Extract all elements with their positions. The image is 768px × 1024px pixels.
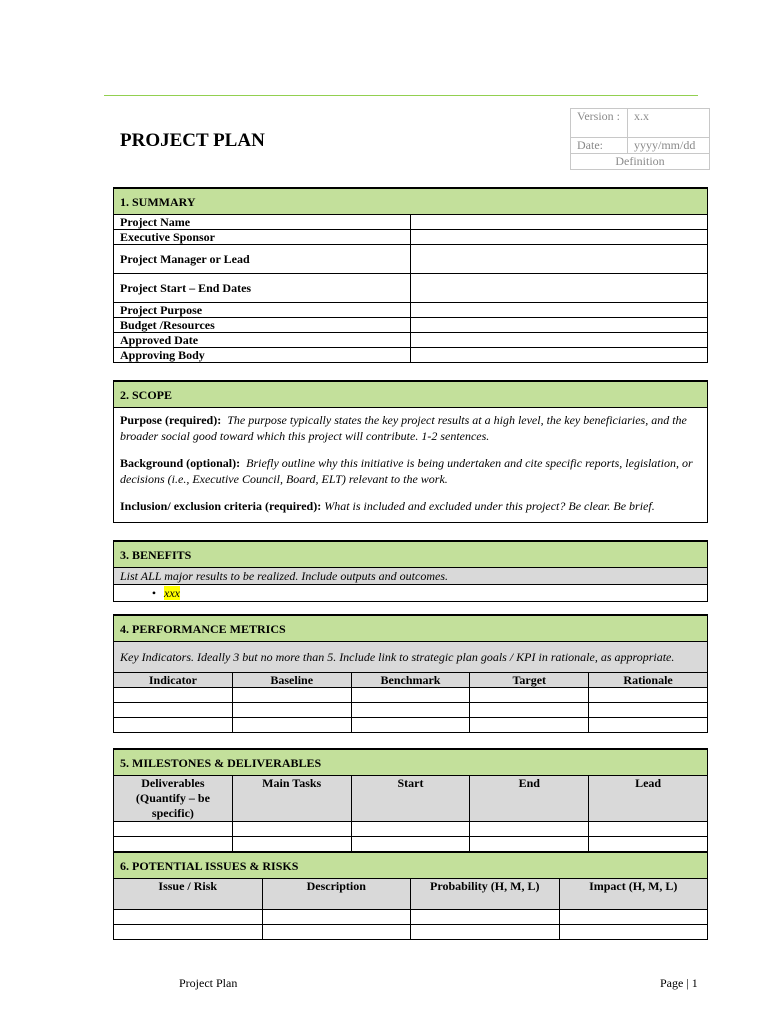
table-cell[interactable] xyxy=(351,822,470,837)
metrics-col-header: Target xyxy=(470,673,589,688)
summary-value-cell[interactable] xyxy=(411,274,708,303)
benefit-item: xxx xyxy=(164,586,180,600)
milestones-heading: 5. MILESTONES & DELIVERABLES xyxy=(114,749,708,776)
metrics-section xyxy=(113,614,708,733)
table-cell[interactable] xyxy=(232,703,351,718)
date-label: Date: xyxy=(571,138,628,154)
table-cell[interactable] xyxy=(589,688,708,703)
table-cell[interactable] xyxy=(351,703,470,718)
milestones-col-header: Lead xyxy=(589,776,708,822)
summary-value-cell[interactable] xyxy=(411,215,708,230)
table-row xyxy=(114,837,708,852)
metrics-col-header: Indicator xyxy=(114,673,233,688)
summary-label: Executive Sponsor xyxy=(114,230,411,245)
milestones-col-header: Deliverables (Quantify – be specific) xyxy=(114,776,233,822)
header-rule xyxy=(104,95,698,96)
table-cell[interactable] xyxy=(114,688,233,703)
table-cell[interactable] xyxy=(470,688,589,703)
summary-label: Project Manager or Lead xyxy=(114,245,411,274)
background-text: Briefly outline why this initiative is being undertaken and cite specific reports, legislation, or decisions (i.e., Executive Council, Board, ELT) relevant to the work. xyxy=(120,456,693,486)
version-box xyxy=(570,108,710,170)
table-row xyxy=(114,703,708,718)
milestones-col-header: End xyxy=(470,776,589,822)
definition-cell: Definition xyxy=(571,154,710,170)
table-cell[interactable] xyxy=(351,718,470,733)
summary-value-cell[interactable] xyxy=(411,333,708,348)
metrics-col-header: Baseline xyxy=(232,673,351,688)
table-cell[interactable] xyxy=(114,703,233,718)
table-cell[interactable] xyxy=(589,718,708,733)
summary-label: Project Name xyxy=(114,215,411,230)
metrics-col-header: Rationale xyxy=(589,673,708,688)
footer-page-number: Page | 1 xyxy=(660,976,698,990)
table-row xyxy=(114,718,708,733)
table-cell[interactable] xyxy=(232,688,351,703)
risks-col-header: Probability (H, M, L) xyxy=(411,879,560,910)
version-value[interactable]: x.x xyxy=(628,109,710,138)
table-cell[interactable] xyxy=(114,718,233,733)
table-row xyxy=(114,925,708,940)
benefits-heading: 3. BENEFITS xyxy=(114,541,708,568)
table-cell[interactable] xyxy=(470,718,589,733)
table-cell[interactable] xyxy=(411,910,560,925)
table-cell[interactable] xyxy=(114,910,263,925)
table-cell[interactable] xyxy=(559,910,708,925)
scope-body[interactable] xyxy=(113,408,708,523)
summary-value-cell[interactable] xyxy=(411,230,708,245)
summary-label: Project Purpose xyxy=(114,303,411,318)
purpose-label: Purpose (required): xyxy=(120,413,222,427)
risks-section xyxy=(113,851,708,940)
summary-value-cell[interactable] xyxy=(411,303,708,318)
table-cell[interactable] xyxy=(114,837,233,852)
table-cell[interactable] xyxy=(589,703,708,718)
table-cell[interactable] xyxy=(470,837,589,852)
table-cell[interactable] xyxy=(114,822,233,837)
background-label: Background (optional): xyxy=(120,456,241,470)
table-cell[interactable] xyxy=(351,837,470,852)
page-title: PROJECT PLAN xyxy=(120,130,265,151)
table-cell[interactable] xyxy=(262,910,411,925)
table-cell[interactable] xyxy=(351,688,470,703)
footer-doc-name: Project Plan xyxy=(179,976,238,990)
summary-value-cell[interactable] xyxy=(411,348,708,363)
table-cell[interactable] xyxy=(589,837,708,852)
date-value[interactable]: yyyy/mm/dd xyxy=(628,138,710,154)
version-label: Version : xyxy=(571,109,628,138)
table-cell[interactable] xyxy=(232,822,351,837)
summary-label: Budget /Resources xyxy=(114,318,411,333)
inclusion-text: What is included and excluded under this project? Be clear. Be brief. xyxy=(324,499,655,513)
milestones-section xyxy=(113,748,708,852)
summary-label: Approved Date xyxy=(114,333,411,348)
milestones-col-header: Main Tasks xyxy=(232,776,351,822)
table-row xyxy=(114,910,708,925)
table-cell[interactable] xyxy=(559,925,708,940)
table-cell[interactable] xyxy=(411,925,560,940)
purpose-text: The purpose typically states the key project results at a high level, the key beneficiaries, and the broader social good toward which this project will contribute. 1-2 sentences. xyxy=(120,413,687,443)
summary-value-cell[interactable] xyxy=(411,245,708,274)
table-cell[interactable] xyxy=(114,925,263,940)
scope-heading: 2. SCOPE xyxy=(114,381,708,408)
table-cell[interactable] xyxy=(470,822,589,837)
benefits-note: List ALL major results to be realized. Include outputs and outcomes. xyxy=(114,568,708,585)
inclusion-label: Inclusion/ exclusion criteria (required): xyxy=(120,499,322,513)
summary-value-cell[interactable] xyxy=(411,318,708,333)
summary-label: Approving Body xyxy=(114,348,411,363)
risks-heading: 6. POTENTIAL ISSUES & RISKS xyxy=(114,852,708,879)
risks-col-header: Description xyxy=(262,879,411,910)
table-cell[interactable] xyxy=(589,822,708,837)
benefits-item-cell[interactable] xyxy=(114,585,708,602)
table-row xyxy=(114,688,708,703)
table-cell[interactable] xyxy=(470,703,589,718)
table-row xyxy=(114,822,708,837)
table-cell[interactable] xyxy=(232,837,351,852)
risks-col-header: Impact (H, M, L) xyxy=(559,879,708,910)
table-cell[interactable] xyxy=(262,925,411,940)
metrics-note: Key Indicators. Ideally 3 but no more than 5. Include link to strategic plan goals / KPI in rationale, as appropriate. xyxy=(114,642,708,673)
summary-heading: 1. SUMMARY xyxy=(114,188,708,215)
scope-section xyxy=(113,380,708,523)
summary-section xyxy=(113,187,708,363)
risks-col-header: Issue / Risk xyxy=(114,879,263,910)
table-cell[interactable] xyxy=(232,718,351,733)
bullet-icon: • xyxy=(151,586,157,600)
metrics-heading: 4. PERFORMANCE METRICS xyxy=(114,615,708,642)
milestones-col-header: Start xyxy=(351,776,470,822)
metrics-col-header: Benchmark xyxy=(351,673,470,688)
summary-label: Project Start – End Dates xyxy=(114,274,411,303)
benefits-section xyxy=(113,540,708,602)
